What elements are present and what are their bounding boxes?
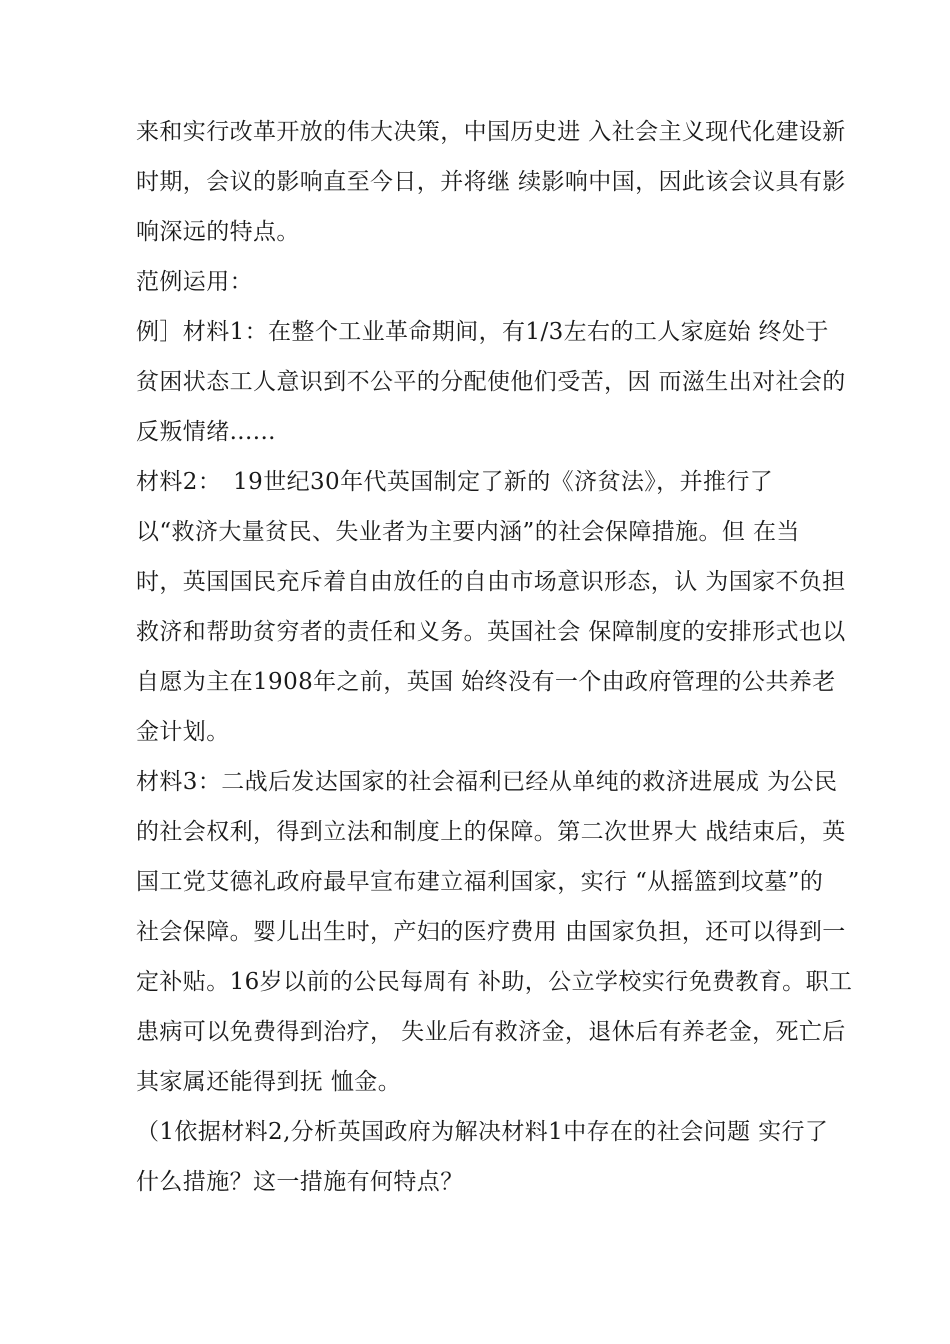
text-line-15: 的社会权利，得到立法和制度上的保障。第二次世界大 战结束后，英 [136,819,846,845]
text-line-16: 国工党艾德礼政府最早宣布建立福利国家，实行 “从摇篮到坟墓”的 [136,869,824,895]
text-line-14: 材料3：二战后发达国家的社会福利已经从单纯的救济进展成 为公民 [136,769,838,795]
section-heading: 范例运用： [136,269,253,295]
text-line-7: 反叛情绪...... [136,419,276,445]
text-line-12: 自愿为主在1908年之前，英国 始终没有一个由政府管理的公共养老 [136,669,836,695]
text-line-3: 响深远的特点。 [136,219,300,245]
text-line-17: 社会保障。婴儿出生时，产妇的医疗费用 由国家负担，还可以得到一 [136,919,846,945]
text-line-19: 患病可以免费得到治疗， 失业后有救济金，退休后有养老金，死亡后 [136,1019,846,1045]
text-line-13: 金计划。 [136,719,230,745]
question-line-2: 什么措施？这一措施有何特点？ [136,1169,464,1195]
text-line-2: 时期，会议的影响直至今日，并将继 续影响中国，因此该会议具有影 [136,169,846,195]
text-line-1: 来和实行改革开放的伟大决策，中国历史进 入社会主义现代化建设新 [136,119,846,145]
text-line-11: 救济和帮助贫穷者的责任和义务。英国社会 保障制度的安排形式也以 [136,619,846,645]
text-line-18: 定补贴。16岁以前的公民每周有 补助，公立学校实行免费教育。职工 [136,969,853,995]
text-line-9: 以“救济大量贫民、失业者为主要内涵”的社会保障措施。但 在当 [136,519,800,545]
text-line-6: 贫困状态工人意识到不公平的分配使他们受苦，因 而滋生出对社会的 [136,369,846,395]
text-line-20: 其家属还能得到抚 恤金。 [136,1069,402,1095]
text-line-10: 时，英国国民充斥着自由放任的自由市场意识形态，认 为国家不负担 [136,569,846,595]
question-line-1: （1依据材料2,分析英国政府为解决材料1中存在的社会问题 实行了 [136,1119,829,1145]
text-line-5: 例］材料1：在整个工业革命期间，有1/3左右的工人家庭始 终处于 [136,319,829,345]
text-line-8: 材料2： 19世纪30年代英国制定了新的《济贫法》，并推行了 [136,469,774,495]
